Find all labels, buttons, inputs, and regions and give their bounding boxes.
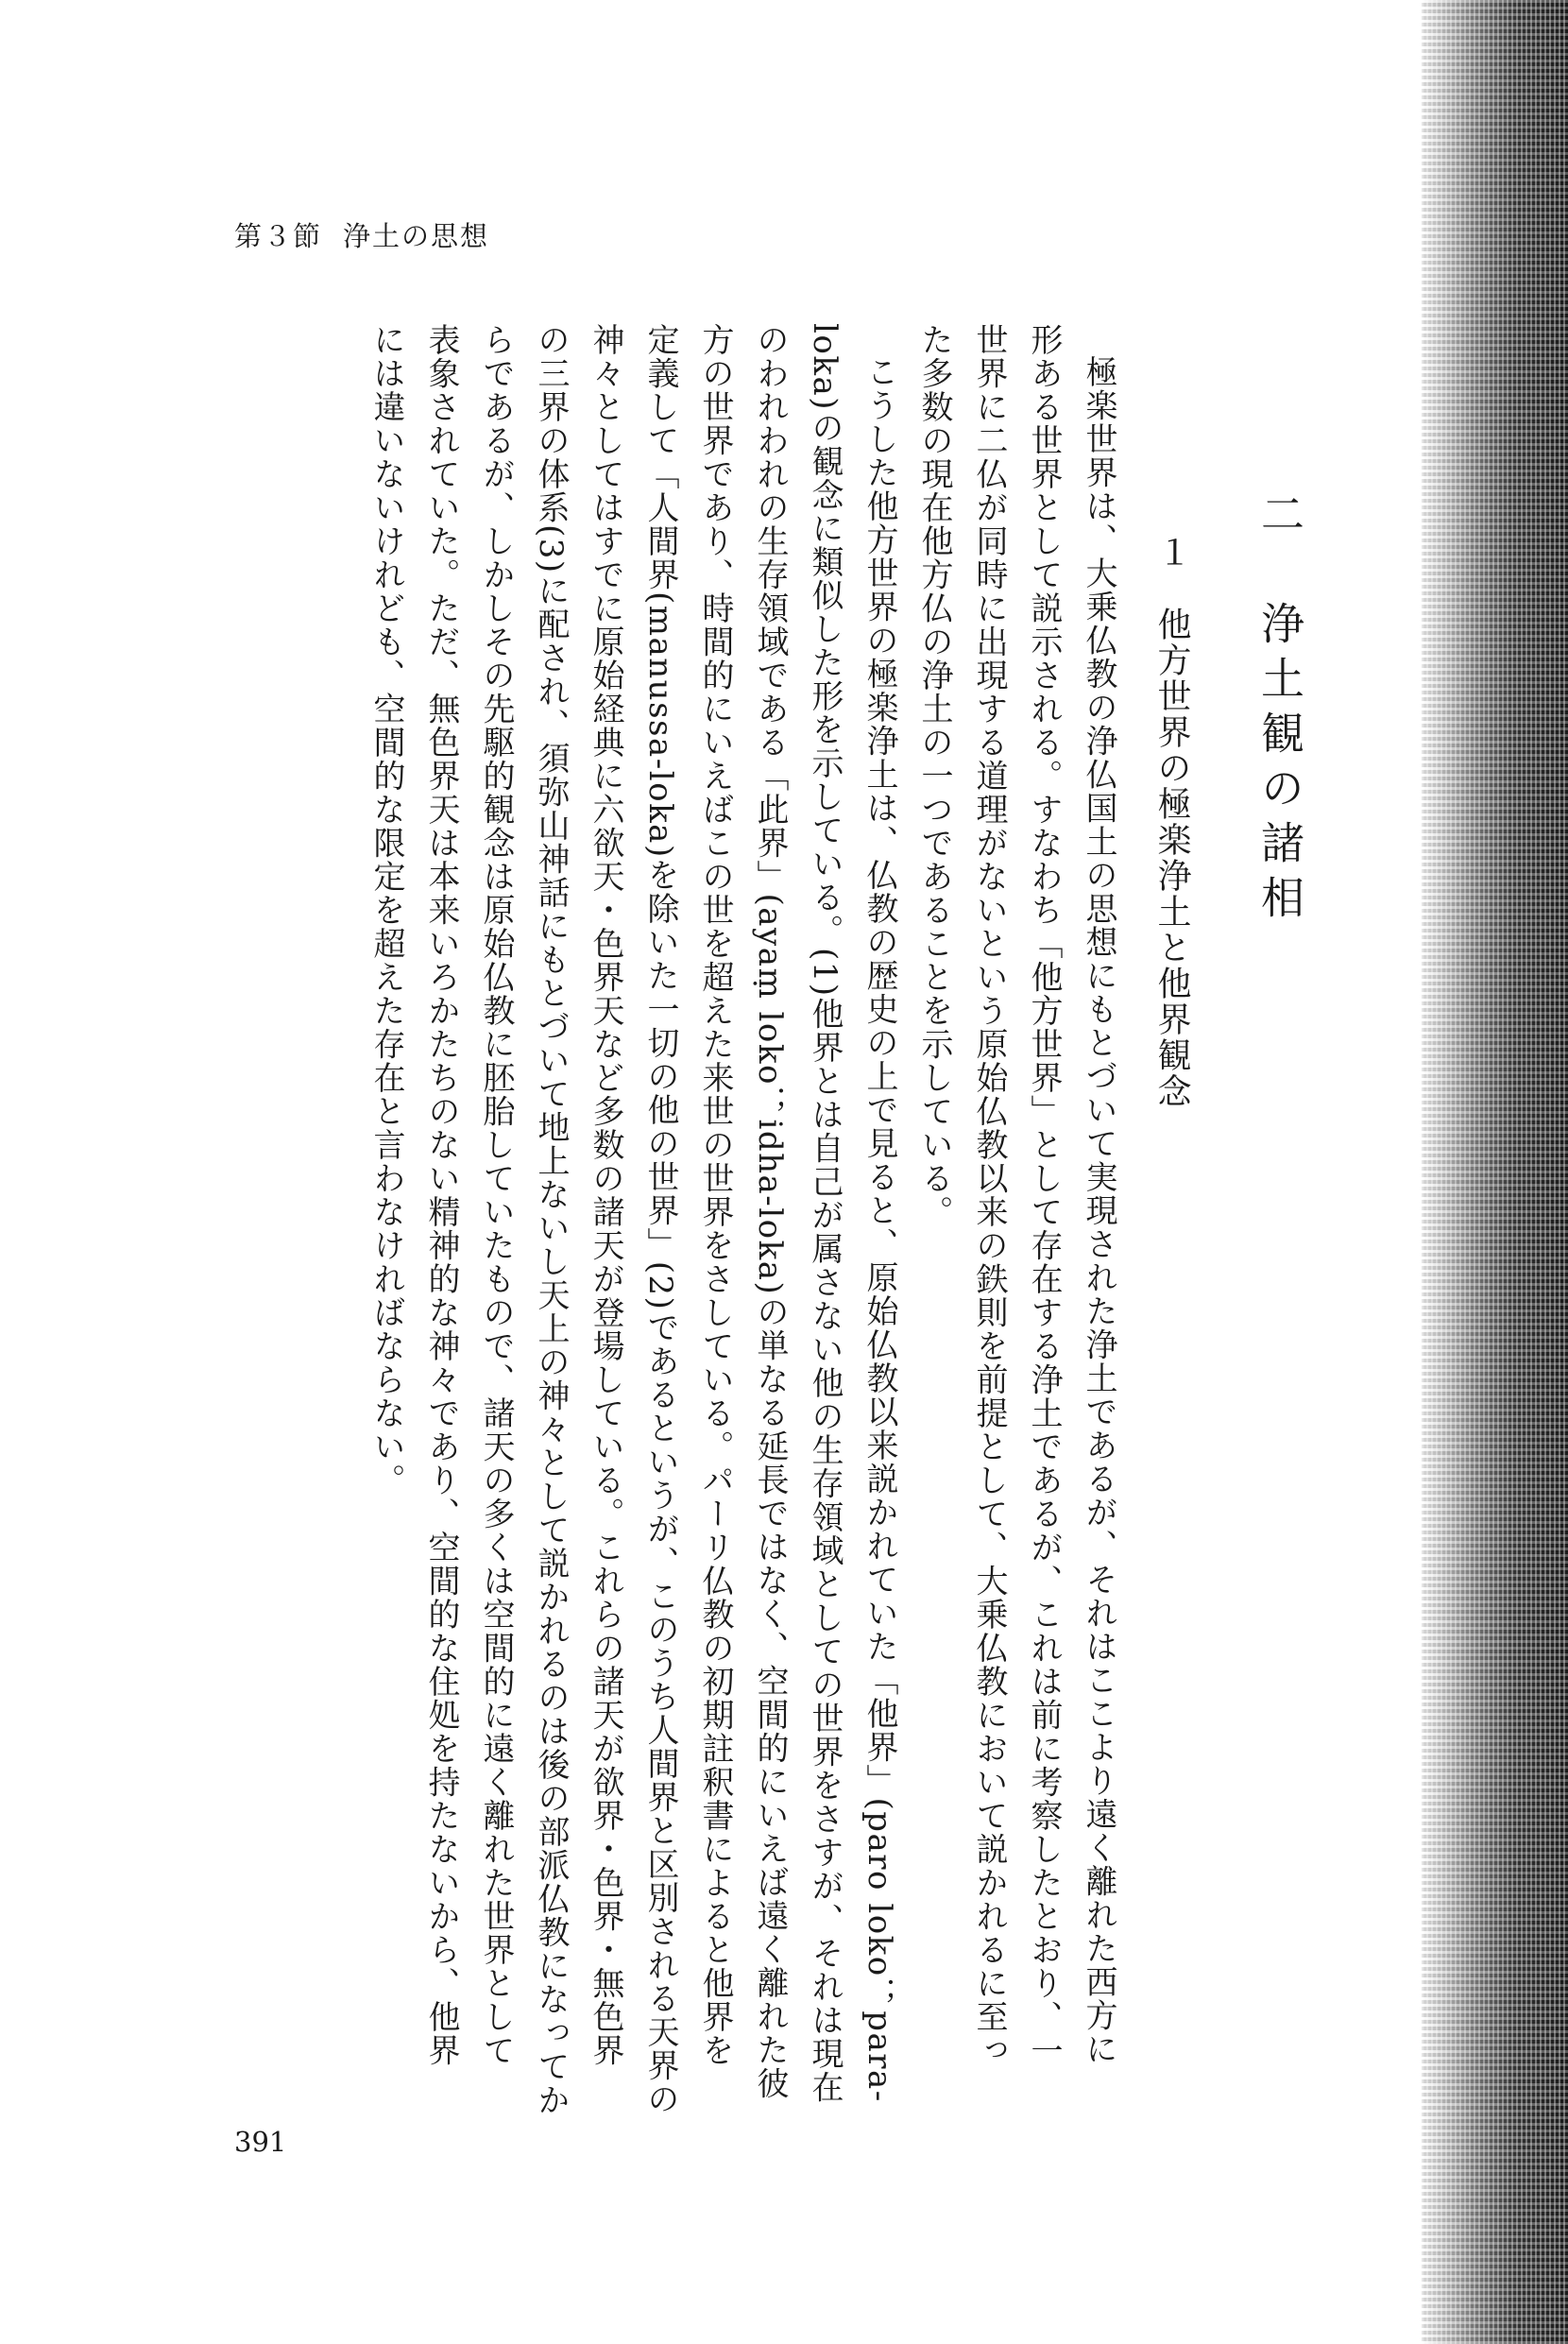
body-line: 神々としてはすでに原始経典に六欲天・色界天など多数の諸天が登場している。これらの諸天が欲界・色界・無色界	[587, 323, 624, 2067]
body-line: のわれわれの生存領域である「此界」(ayaṃ loko；idha-loka)の単なる延長ではなく、空間的にいえば遠く離れた彼	[751, 323, 789, 2101]
body-line: 表象されていた。ただ、無色界天は本来いろかたちのない精神的な神々であり、空間的な住処を持たないから、他界	[422, 323, 460, 2067]
running-head-title: 浄土の思想	[343, 220, 490, 252]
body-line: た多数の現在他方仏の浄土の一つであることを示している。	[915, 323, 953, 1229]
body-line: の三界の体系(3)に配され、須弥山神話にもとづいて地上ないし天上の神々として説かれるのは後の部派仏教になってか	[532, 323, 570, 2117]
body-text	[215, 323, 1126, 2117]
body-line: 方の世界であり、時間的にいえばこの世を超えた来世の世界をさしている。パーリ仏教の初期註釈書によると他界を	[696, 323, 734, 2067]
subsection-title: １ 他方世界の極楽浄土と他界観念	[1152, 535, 1191, 1109]
body-line: 形ある世界として説示される。すなわち「他方世界」として存在する浄土であるが、これは前に考察したとおり、一	[1025, 323, 1063, 2067]
body-line: 極楽世界は、大乗仏教の浄仏国土の思想にもとづいて実現された浄土であるが、それはここより遠く離れた西方に	[1080, 355, 1117, 2066]
body-line: loka)の観念に類似した形を示している。(1)他界とは自己が属さない他の生存領域としての世界をさすが、それは現在	[806, 323, 844, 2105]
section-title: 二 浄土観の諸相	[1254, 491, 1305, 930]
body-line: こうした他方世界の極楽浄土は、仏教の歴史の上で見ると、原始仏教以来説かれていた「他界」(paro loko；para-	[861, 355, 898, 2103]
page-edge-shadow	[1422, 0, 1568, 2344]
running-head	[234, 215, 489, 254]
body-line: らであるが、しかしその先駆的観念は原始仏教に胚胎していたもので、諸天の多くは空間的に遠く離れた世界として	[477, 323, 515, 2067]
running-head-section: 第３節	[234, 220, 323, 252]
body-line: には違いないけれども、空間的な限定を超えた存在と言わなければならない。	[367, 323, 405, 1497]
body-line: 世界に二仏が同時に出現する道理がないという原始仏教以来の鉄則を前提として、大乗仏教において説かれるに至っ	[970, 323, 1008, 2067]
page-number: 391	[234, 2126, 287, 2158]
body-line: 定義して「人間界(manussa-loka)を除いた一切の他の世界」(2)であるというが、このうち人間界と区別される天界の	[641, 323, 679, 2116]
